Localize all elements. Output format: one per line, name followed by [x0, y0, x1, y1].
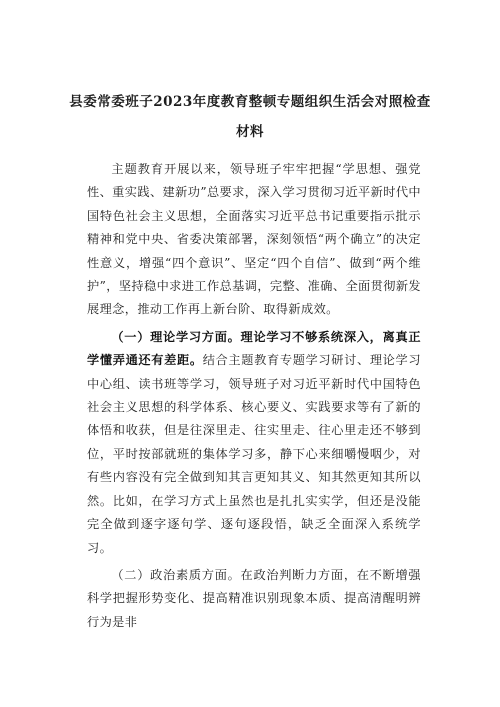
document-title-continuation: 材料 — [236, 124, 264, 140]
paragraph-theory-study — [87, 326, 421, 560]
paragraph-text: 结合主题教育专题学习研讨、理论学习中心组、读书班等学习，领导班子对习近平新时代中国特色社会主义思想的科学体系、核心要义、实践要求等有了新的体悟和收获，但是往深里走、往实里走、往心里走还不够到位，平时按部就班的集体学习多，静下心来细嚼慢咽少，对有些内容没有完全做到知其言更知其义、知其然更知其所以然。比如，在学习方式上虽然也是扎扎实实学，但还是没能完全做到逐字逐句学、逐句逐段悟，缺乏全面深入系统学习。 — [87, 353, 421, 555]
paragraph-text: （二）政治素质方面。在政治判断力方面，在不断增强科学把握形势变化、提高精准识别现象本质、提高清醒明辨行为是非 — [87, 567, 421, 629]
document-body — [87, 158, 421, 638]
paragraph-political-quality — [87, 564, 421, 634]
paragraph-text: 主题教育开展以来，领导班子牢牢把握“学思想、强党性、重实践、建新功”总要求，深入学习贯彻习近平新时代中国特色社会主义思想，全面落实习近平总书记重要指示批示精神和党中央、省委决策部署，深刻领悟“两个确立”的决定性意义，增强“四个意识”、坚定“四个自信”、做到“两个维护”，坚持稳中求进工作总基调，完整、准确、全面贯彻新发展理念，推动工作再上新台阶、取得新成效。 — [87, 162, 421, 317]
section-heading: （一）理论学习方面。理论学习不够系统深入，离真正学懂弄通还有差距。 — [87, 329, 421, 368]
paragraph-intro — [87, 158, 421, 322]
document-title: 县委常委班子2023年度教育整顿专题组织生活会对照检查 — [69, 94, 431, 110]
